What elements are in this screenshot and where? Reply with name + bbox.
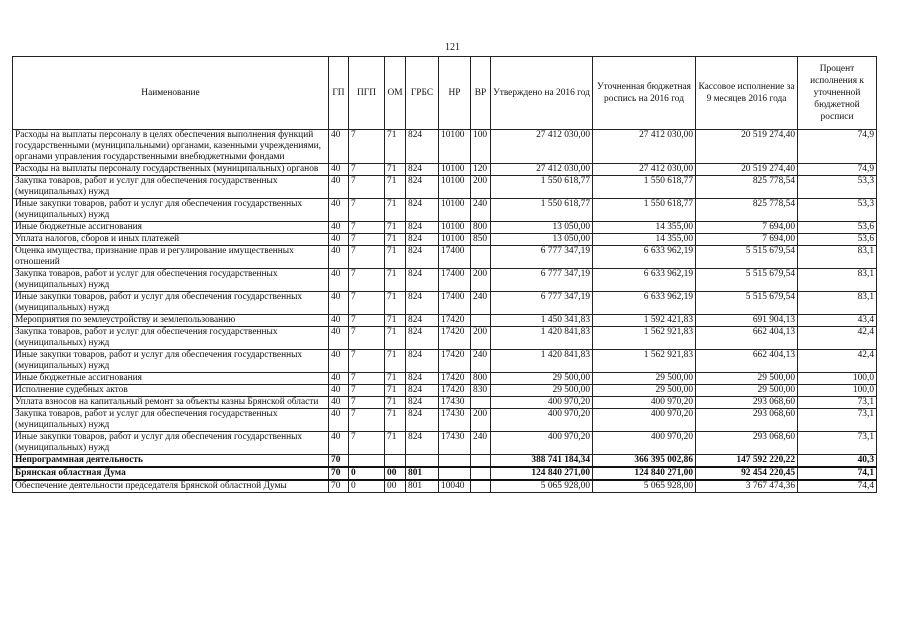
cell-pgp: 0 (349, 480, 385, 493)
cell-pgp: 7 (349, 164, 385, 176)
cell-approved: 1 420 841,83 (491, 350, 593, 373)
table-row (13, 292, 877, 315)
cell-percent: 53,3 (798, 176, 877, 199)
cell-grbs: 824 (406, 315, 439, 327)
cell-approved: 13 050,00 (491, 222, 593, 234)
cell-revised: 400 970,20 (593, 397, 696, 409)
table-row (13, 455, 877, 468)
cell-approved: 6 777 347,19 (491, 246, 593, 269)
row-name: Закупка товаров, работ и услуг для обеспечения государственных (муниципальных) нужд (13, 409, 329, 432)
cell-approved: 388 741 184,34 (491, 455, 593, 468)
cell-pgp: 7 (349, 234, 385, 246)
cell-gp: 40 (329, 315, 349, 327)
row-name: Исполнение судебных актов (13, 385, 329, 397)
cell-nr: 17420 (439, 350, 471, 373)
cell-approved: 27 412 030,00 (491, 130, 593, 164)
cell-gp: 40 (329, 199, 349, 222)
cell-pgp: 7 (349, 409, 385, 432)
table-row (13, 373, 877, 385)
cell-percent: 74,1 (798, 467, 877, 480)
cell-gp: 40 (329, 222, 349, 234)
cell-cash: 691 904,13 (696, 315, 798, 327)
cell-approved: 1 550 618,77 (491, 199, 593, 222)
cell-pgp: 7 (349, 373, 385, 385)
header-row (13, 57, 877, 130)
budget-table (12, 56, 877, 493)
cell-approved: 29 500,00 (491, 373, 593, 385)
cell-om: 71 (385, 292, 406, 315)
cell-vr (471, 455, 491, 468)
cell-vr: 200 (471, 409, 491, 432)
table-row (13, 130, 877, 164)
cell-approved: 1 450 341,83 (491, 315, 593, 327)
cell-gp: 40 (329, 130, 349, 164)
cell-om: 71 (385, 164, 406, 176)
table-row (13, 222, 877, 234)
cell-cash: 20 519 274,40 (696, 164, 798, 176)
row-name: Оценка имущества, признание прав и регулирование имущественных отношений (13, 246, 329, 269)
cell-grbs: 824 (406, 246, 439, 269)
cell-cash: 293 068,60 (696, 397, 798, 409)
cell-vr: 200 (471, 269, 491, 292)
cell-vr (471, 246, 491, 269)
table-row (13, 176, 877, 199)
cell-cash: 3 767 474,36 (696, 480, 798, 493)
cell-cash: 5 515 679,54 (696, 269, 798, 292)
cell-pgp: 7 (349, 130, 385, 164)
cell-pgp: 7 (349, 385, 385, 397)
col-header-vr: ВР (471, 57, 491, 130)
cell-revised: 1 592 421,83 (593, 315, 696, 327)
cell-om: 71 (385, 315, 406, 327)
cell-grbs: 824 (406, 397, 439, 409)
col-header-name: Наименование (13, 57, 329, 130)
cell-revised: 14 355,00 (593, 222, 696, 234)
cell-nr: 10040 (439, 480, 471, 493)
cell-om: 00 (385, 467, 406, 480)
table-row (13, 385, 877, 397)
cell-percent: 83,1 (798, 292, 877, 315)
cell-pgp: 7 (349, 199, 385, 222)
cell-percent: 74,4 (798, 480, 877, 493)
cell-percent: 74,9 (798, 130, 877, 164)
cell-pgp: 7 (349, 222, 385, 234)
cell-grbs: 824 (406, 222, 439, 234)
cell-cash: 293 068,60 (696, 432, 798, 455)
cell-approved: 1 420 841,83 (491, 327, 593, 350)
cell-gp: 40 (329, 350, 349, 373)
cell-cash: 662 404,13 (696, 350, 798, 373)
cell-gp: 40 (329, 234, 349, 246)
cell-vr: 830 (471, 385, 491, 397)
cell-vr: 120 (471, 164, 491, 176)
cell-grbs: 801 (406, 480, 439, 493)
cell-revised: 27 412 030,00 (593, 164, 696, 176)
cell-nr: 17420 (439, 385, 471, 397)
cell-percent: 73,1 (798, 409, 877, 432)
cell-vr: 850 (471, 234, 491, 246)
table-row (13, 467, 877, 480)
cell-cash: 825 778,54 (696, 176, 798, 199)
row-name: Закупка товаров, работ и услуг для обеспечения государственных (муниципальных) нужд (13, 327, 329, 350)
cell-gp: 40 (329, 432, 349, 455)
col-header-gp: ГП (329, 57, 349, 130)
cell-grbs: 824 (406, 292, 439, 315)
cell-om: 00 (385, 480, 406, 493)
col-header-om: ОМ (385, 57, 406, 130)
row-name: Уплата взносов на капитальный ремонт за объекты казны Брянской области (13, 397, 329, 409)
cell-revised: 27 412 030,00 (593, 130, 696, 164)
cell-pgp: 7 (349, 176, 385, 199)
cell-nr: 17430 (439, 432, 471, 455)
cell-gp: 40 (329, 176, 349, 199)
cell-gp: 70 (329, 480, 349, 493)
table-row (13, 397, 877, 409)
cell-om: 71 (385, 234, 406, 246)
cell-gp: 70 (329, 455, 349, 468)
cell-percent: 74,9 (798, 164, 877, 176)
col-header-grbs: ГРБС (406, 57, 439, 130)
cell-percent: 100,0 (798, 385, 877, 397)
cell-om: 71 (385, 176, 406, 199)
cell-approved: 124 840 271,00 (491, 467, 593, 480)
cell-nr (439, 467, 471, 480)
cell-nr: 17400 (439, 246, 471, 269)
col-header-cash: Кассовое исполнение за 9 месяцев 2016 года (696, 57, 798, 130)
cell-cash: 662 404,13 (696, 327, 798, 350)
cell-om: 71 (385, 350, 406, 373)
cell-nr: 17420 (439, 315, 471, 327)
row-name: Мероприятия по землеустройству и землепользованию (13, 315, 329, 327)
cell-percent: 42,4 (798, 327, 877, 350)
cell-grbs: 824 (406, 385, 439, 397)
cell-grbs: 824 (406, 373, 439, 385)
cell-om: 71 (385, 385, 406, 397)
cell-revised: 124 840 271,00 (593, 467, 696, 480)
cell-gp: 40 (329, 385, 349, 397)
cell-grbs (406, 455, 439, 468)
row-name: Иные закупки товаров, работ и услуг для обеспечения государственных (муниципальных) нужд (13, 432, 329, 455)
cell-cash: 147 592 220,22 (696, 455, 798, 468)
cell-pgp: 7 (349, 292, 385, 315)
cell-grbs: 824 (406, 130, 439, 164)
cell-revised: 29 500,00 (593, 385, 696, 397)
table-row (13, 327, 877, 350)
cell-vr: 240 (471, 432, 491, 455)
cell-nr: 17420 (439, 373, 471, 385)
table-row (13, 480, 877, 493)
cell-approved: 6 777 347,19 (491, 292, 593, 315)
cell-percent: 53,6 (798, 222, 877, 234)
table-row (13, 409, 877, 432)
cell-cash: 5 515 679,54 (696, 292, 798, 315)
cell-grbs: 824 (406, 234, 439, 246)
cell-grbs: 824 (406, 432, 439, 455)
table-row (13, 164, 877, 176)
cell-vr: 100 (471, 130, 491, 164)
cell-revised: 5 065 928,00 (593, 480, 696, 493)
cell-pgp: 7 (349, 246, 385, 269)
cell-grbs: 801 (406, 467, 439, 480)
cell-approved: 400 970,20 (491, 409, 593, 432)
cell-revised: 400 970,20 (593, 432, 696, 455)
cell-vr: 200 (471, 327, 491, 350)
cell-revised: 14 355,00 (593, 234, 696, 246)
cell-grbs: 824 (406, 350, 439, 373)
cell-nr: 10100 (439, 130, 471, 164)
cell-nr: 17430 (439, 397, 471, 409)
cell-om: 71 (385, 222, 406, 234)
cell-nr: 17400 (439, 292, 471, 315)
row-name: Обеспечение деятельности председателя Брянской областной Думы (13, 480, 329, 493)
cell-percent: 53,3 (798, 199, 877, 222)
table-row (13, 432, 877, 455)
cell-pgp: 7 (349, 327, 385, 350)
cell-approved: 400 970,20 (491, 432, 593, 455)
cell-revised: 1 562 921,83 (593, 327, 696, 350)
cell-nr: 17430 (439, 409, 471, 432)
cell-revised: 6 633 962,19 (593, 269, 696, 292)
col-header-nr: НР (439, 57, 471, 130)
row-name: Закупка товаров, работ и услуг для обеспечения государственных (муниципальных) нужд (13, 176, 329, 199)
page-number: 121 (445, 42, 460, 53)
col-header-approved: Утверждено на 2016 год (491, 57, 593, 130)
cell-vr: 240 (471, 292, 491, 315)
cell-revised: 366 395 002,86 (593, 455, 696, 468)
table-row (13, 315, 877, 327)
row-name: Иные закупки товаров, работ и услуг для обеспечения государственных (муниципальных) нужд (13, 292, 329, 315)
cell-revised: 6 633 962,19 (593, 292, 696, 315)
cell-percent: 40,3 (798, 455, 877, 468)
cell-pgp: 7 (349, 350, 385, 373)
cell-gp: 40 (329, 164, 349, 176)
cell-approved: 400 970,20 (491, 397, 593, 409)
table-row (13, 234, 877, 246)
cell-percent: 42,4 (798, 350, 877, 373)
cell-revised: 6 633 962,19 (593, 246, 696, 269)
cell-vr: 240 (471, 350, 491, 373)
row-name: Непрограммная деятельность (13, 455, 329, 468)
cell-cash: 5 515 679,54 (696, 246, 798, 269)
cell-percent: 43,4 (798, 315, 877, 327)
cell-grbs: 824 (406, 164, 439, 176)
cell-nr (439, 455, 471, 468)
cell-cash: 7 694,00 (696, 234, 798, 246)
cell-gp: 70 (329, 467, 349, 480)
table-row (13, 269, 877, 292)
cell-nr: 10100 (439, 222, 471, 234)
cell-approved: 1 550 618,77 (491, 176, 593, 199)
col-header-pgp: ПГП (349, 57, 385, 130)
row-name: Брянская областная Дума (13, 467, 329, 480)
cell-grbs: 824 (406, 176, 439, 199)
cell-vr (471, 467, 491, 480)
cell-vr: 240 (471, 199, 491, 222)
cell-percent: 53,6 (798, 234, 877, 246)
cell-pgp: 7 (349, 432, 385, 455)
cell-revised: 400 970,20 (593, 409, 696, 432)
cell-nr: 10100 (439, 234, 471, 246)
cell-cash: 825 778,54 (696, 199, 798, 222)
cell-vr: 800 (471, 373, 491, 385)
cell-om (385, 455, 406, 468)
cell-revised: 1 550 618,77 (593, 199, 696, 222)
cell-vr: 200 (471, 176, 491, 199)
cell-vr (471, 315, 491, 327)
row-name: Закупка товаров, работ и услуг для обеспечения государственных (муниципальных) нужд (13, 269, 329, 292)
table-row (13, 199, 877, 222)
row-name: Иные бюджетные ассигнования (13, 373, 329, 385)
cell-om: 71 (385, 409, 406, 432)
cell-nr: 17420 (439, 327, 471, 350)
cell-gp: 40 (329, 327, 349, 350)
cell-cash: 29 500,00 (696, 373, 798, 385)
col-header-percent: Процент исполнения к уточненной бюджетной росписи (798, 57, 877, 130)
cell-revised: 1 550 618,77 (593, 176, 696, 199)
cell-percent: 100,0 (798, 373, 877, 385)
cell-cash: 29 500,00 (696, 385, 798, 397)
cell-cash: 20 519 274,40 (696, 130, 798, 164)
cell-gp: 40 (329, 409, 349, 432)
cell-percent: 83,1 (798, 269, 877, 292)
cell-gp: 40 (329, 269, 349, 292)
cell-pgp: 0 (349, 467, 385, 480)
cell-approved: 27 412 030,00 (491, 164, 593, 176)
cell-approved: 6 777 347,19 (491, 269, 593, 292)
cell-pgp: 7 (349, 397, 385, 409)
row-name: Расходы на выплаты персоналу государственных (муниципальных) органов (13, 164, 329, 176)
cell-approved: 29 500,00 (491, 385, 593, 397)
cell-vr (471, 480, 491, 493)
cell-gp: 40 (329, 246, 349, 269)
cell-grbs: 824 (406, 327, 439, 350)
cell-percent: 73,1 (798, 432, 877, 455)
row-name: Иные бюджетные ассигнования (13, 222, 329, 234)
cell-nr: 10100 (439, 164, 471, 176)
cell-nr: 10100 (439, 199, 471, 222)
cell-om: 71 (385, 373, 406, 385)
cell-pgp: 7 (349, 269, 385, 292)
cell-cash: 92 454 220,45 (696, 467, 798, 480)
row-name: Иные закупки товаров, работ и услуг для обеспечения государственных (муниципальных) нужд (13, 199, 329, 222)
table-row (13, 246, 877, 269)
cell-revised: 29 500,00 (593, 373, 696, 385)
row-name: Уплата налогов, сборов и иных платежей (13, 234, 329, 246)
col-header-revised: Уточненная бюджетная роспись на 2016 год (593, 57, 696, 130)
cell-revised: 1 562 921,83 (593, 350, 696, 373)
cell-om: 71 (385, 130, 406, 164)
cell-vr: 800 (471, 222, 491, 234)
cell-om: 71 (385, 269, 406, 292)
cell-gp: 40 (329, 373, 349, 385)
cell-percent: 73,1 (798, 397, 877, 409)
cell-gp: 40 (329, 292, 349, 315)
cell-om: 71 (385, 397, 406, 409)
cell-grbs: 824 (406, 269, 439, 292)
cell-pgp (349, 455, 385, 468)
cell-approved: 5 065 928,00 (491, 480, 593, 493)
cell-percent: 83,1 (798, 246, 877, 269)
cell-approved: 13 050,00 (491, 234, 593, 246)
cell-gp: 40 (329, 397, 349, 409)
table-row (13, 350, 877, 373)
cell-cash: 7 694,00 (696, 222, 798, 234)
cell-grbs: 824 (406, 199, 439, 222)
cell-cash: 293 068,60 (696, 409, 798, 432)
row-name: Иные закупки товаров, работ и услуг для обеспечения государственных (муниципальных) нужд (13, 350, 329, 373)
cell-om: 71 (385, 432, 406, 455)
cell-grbs: 824 (406, 409, 439, 432)
cell-nr: 10100 (439, 176, 471, 199)
cell-om: 71 (385, 327, 406, 350)
cell-om: 71 (385, 246, 406, 269)
cell-pgp: 7 (349, 315, 385, 327)
cell-vr (471, 397, 491, 409)
row-name: Расходы на выплаты персоналу в целях обеспечения выполнения функций государственными (муниципальными) органами, казенными учреждениями, органами управления государственными внебюджетными фондами (13, 130, 329, 164)
cell-nr: 17400 (439, 269, 471, 292)
cell-om: 71 (385, 199, 406, 222)
